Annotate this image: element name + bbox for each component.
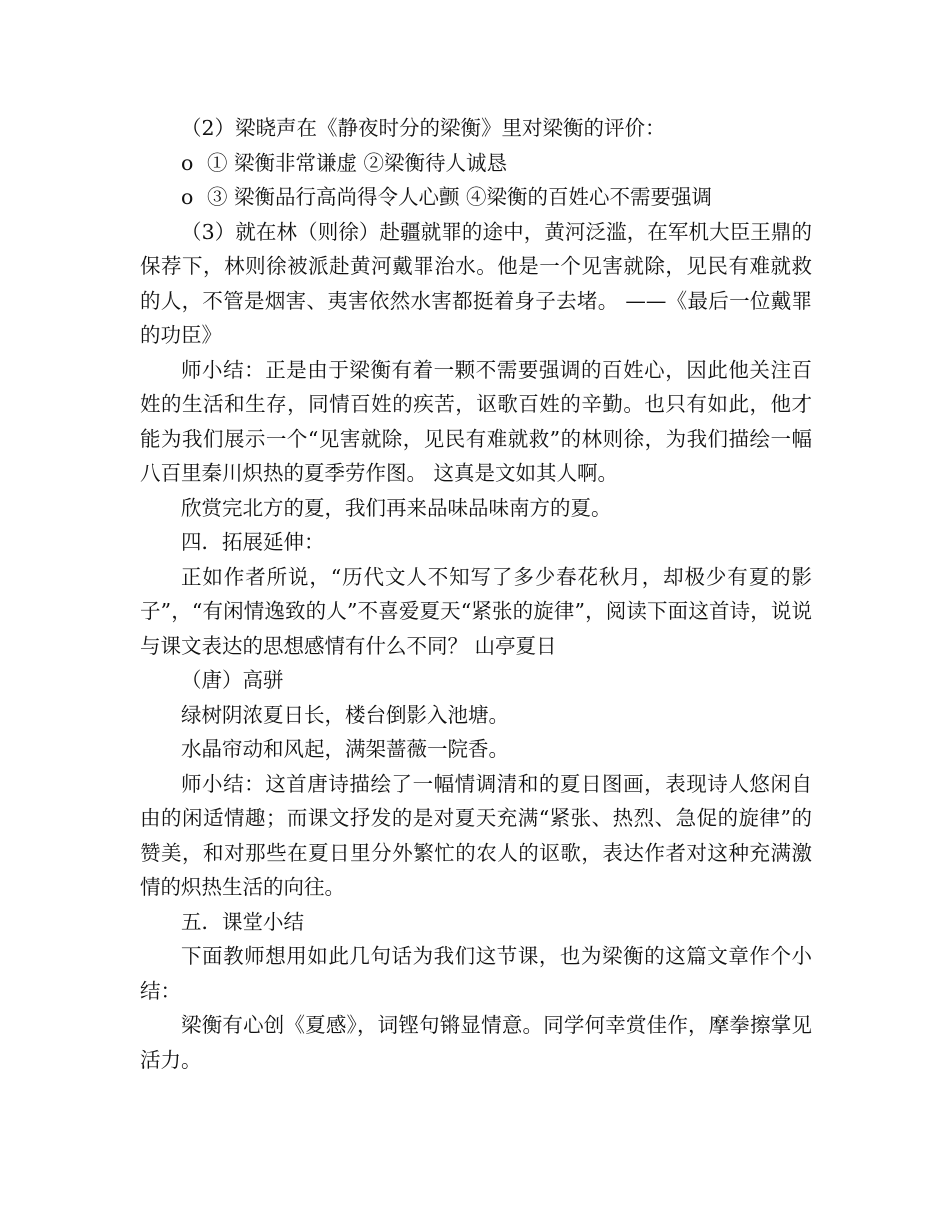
bullet-item-1 xyxy=(140,146,812,181)
bullet-marker: o xyxy=(181,150,194,175)
paragraph-closing-intro: 下面教师想用如此几句话为我们这节课，也为梁衡的这篇文章作个小结： xyxy=(140,944,812,1003)
paragraph-transition: 欣赏完北方的夏，我们再来品味品味南方的夏。 xyxy=(181,495,612,520)
paragraph-closing-verse: 梁衡有心创《夏感》，词铿句锵显情意。同学何幸赏佳作，摩拳擦掌见活力。 xyxy=(140,1013,812,1072)
paragraph-quote-3: （3）就在林（则徐）赴疆就罪的途中，黄河泛滥，在军机大臣王鼎的保荐下，林则徐被派赴黄河戴罪治水。他是一个见害就除，见民有难就救的人，不管是烟害、夷害依然水害都挺着身子去堵。 ——《最后一位戴罪的功臣》 xyxy=(140,219,812,347)
section-heading-4: 四．拓展延伸： xyxy=(181,530,325,554)
bullet-text: ③ 梁衡品行高尚得令人心颤 ④梁衡的百姓心不需要强调 xyxy=(207,185,713,209)
poem-line-1: 绿树阴浓夏日长，楼台倒影入池塘。 xyxy=(181,702,509,727)
bullet-item-2 xyxy=(140,180,812,215)
poem-line-2: 水晶帘动和风起，满架蔷薇一院香。 xyxy=(181,737,509,761)
section-heading-5: 五．课堂小结 xyxy=(181,909,304,934)
paragraph-comment-2: （2）梁晓声在《静夜时分的梁衡》里对梁衡的评价： xyxy=(181,116,666,140)
paragraph-extension: 正如作者所说，“历代文人不知写了多少春花秋月，却极少有夏的影子”，“有闲情逸致的人”不喜爱夏天“紧张的旋律”，阅读下面这首诗，说说与课文表达的思想感情有什么不同？ 山亭夏日 xyxy=(140,564,812,658)
paragraph-summary-1: 师小结：正是由于梁衡有着一颗不需要强调的百姓心，因此他关注百姓的生活和生存，同情百姓的疾苦，讴歌百姓的辛勤。也只有如此，他才能为我们展示一个“见害就除，见民有难就救”的林则徐，为我们描绘一幅八百里秦川炽热的夏季劳作图。 这真是文如其人啊。 xyxy=(140,357,812,485)
bullet-marker: o xyxy=(181,185,194,209)
bullet-text: ① 梁衡非常谦虚 ②梁衡待人诚恳 xyxy=(207,150,508,175)
poem-author: （唐）高骈 xyxy=(181,668,284,692)
document-page xyxy=(140,111,812,1077)
paragraph-summary-2: 师小结：这首唐诗描绘了一幅情调清和的夏日图画，表现诗人悠闲自由的闲适情趣；而课文抒发的是对夏天充满“紧张、热烈、急促的旋律”的赞美，和对那些在夏日里分外繁忙的农人的讴歌，表达作者对这种充满激情的炽热生活的向往。 xyxy=(140,771,812,899)
